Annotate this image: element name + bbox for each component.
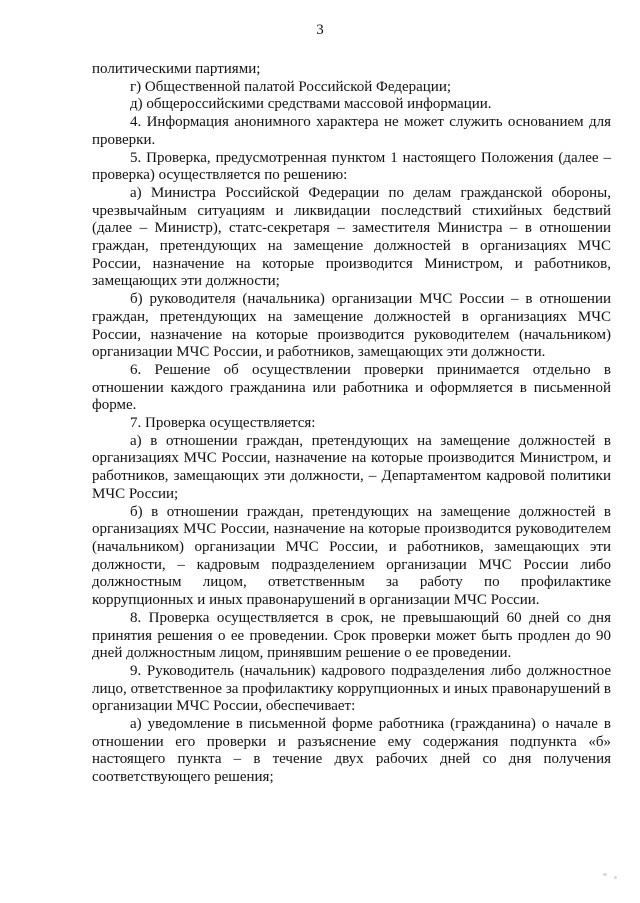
paragraph-item-5b: б) руководителя (начальника) организации МЧС России – в отношении граждан, претендующих на замещение должностей в организациях МЧС России, назначение на которые производится руководителем (начальником) организации МЧС России, и работников, замещающих эти должности. xyxy=(92,291,611,361)
paragraph-item-9a: а) уведомление в письменной форме работника (гражданина) о начале в отношении его проверки и разъяснение ему содержания подпункта «б» настоящего пункта – в течение двух рабочих дней со дня получения соответствующего решения; xyxy=(92,716,611,786)
paragraph-item-7a: а) в отношении граждан, претендующих на замещение должностей в организациях МЧС России, назначение на которые производится Министром, и работников, замещающих эти должности, – Департаментом кадровой политики МЧС России; xyxy=(92,432,611,502)
paragraph-subitem-d: д) общероссийскими средствами массовой информации. xyxy=(130,96,492,113)
document-body xyxy=(92,61,611,787)
paragraph-item-7: 7. Проверка осуществляется: xyxy=(130,415,316,432)
scan-speck xyxy=(614,876,617,879)
paragraph-item-5a: а) Министра Российской Федерации по делам гражданской обороны, чрезвычайным ситуациям и ликвидации последствий стихийных бедствий (далее – Министр), статс-секретаря – заместителя Министра – в отношении граждан, претендующих на замещение должностей в организациях МЧС России, назначение на которые производится Министром, и работников, замещающих эти должности; xyxy=(92,184,611,290)
paragraph-continuation: политическими партиями; xyxy=(92,61,261,77)
page-number: 3 xyxy=(316,22,324,38)
paragraph-item-6: 6. Решение об осуществлении проверки принимается отдельно в отношении каждого гражданина или работника и оформляется в письменной форме. xyxy=(92,361,611,414)
paragraph-item-7b: б) в отношении граждан, претендующих на замещение должностей в организациях МЧС России, назначение на которые производится руководителем (начальником) организации МЧС России, и работников, замещающих эти должности, – кадровым подразделением организации МЧС России либо должностным лицом, ответственным за работу по профилактике коррупционных и иных правонарушений в организации МЧС России. xyxy=(92,503,611,609)
paragraph-item-4: 4. Информация анонимного характера не может служить основанием для проверки. xyxy=(92,114,611,148)
paragraph-subitem-g: г) Общественной палатой Российской Федерации; xyxy=(130,78,452,95)
scan-speck xyxy=(603,873,607,876)
paragraph-item-8: 8. Проверка осуществляется в срок, не превышающий 60 дней со дня принятия решения о ее проведении. Срок проверки может быть продлен до 90 дней должностным лицом, принявшим решение о ее проведении. xyxy=(92,609,611,662)
paragraph-item-9: 9. Руководитель (начальник) кадрового подразделения либо должностное лицо, ответственное за профилактику коррупционных и иных правонарушений в организации МЧС России, обеспечивает: xyxy=(92,662,611,715)
paragraph-item-5: 5. Проверка, предусмотренная пунктом 1 настоящего Положения (далее – проверка) осуществляется по решению: xyxy=(92,149,611,184)
